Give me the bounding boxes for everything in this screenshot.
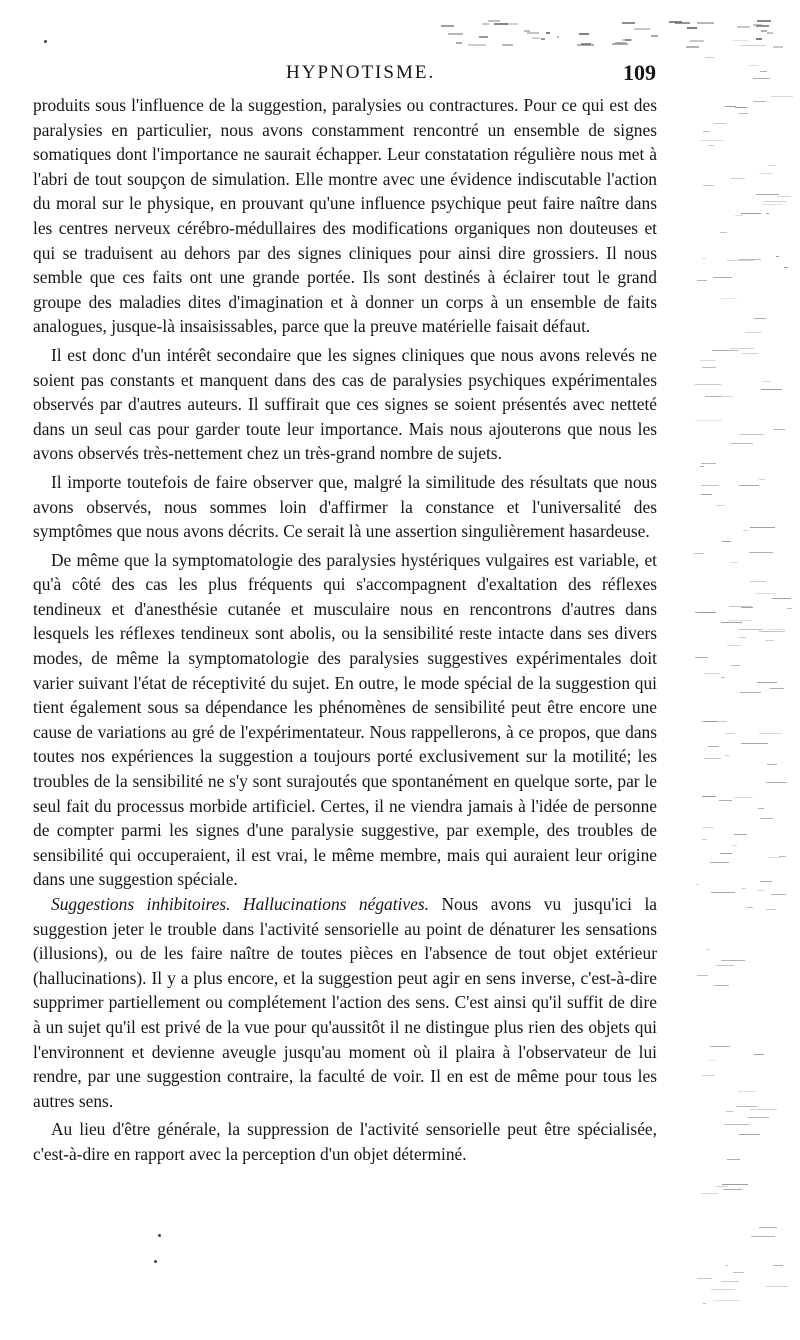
bleed-mark (721, 677, 725, 678)
noise-mark (541, 38, 545, 40)
bleed-mark (766, 909, 776, 910)
bleed-mark (749, 552, 773, 553)
bleed-mark (725, 1265, 728, 1266)
bleed-mark (704, 758, 721, 759)
bleed-mark (701, 721, 727, 722)
scan-speck (158, 1234, 161, 1237)
bleed-mark (700, 140, 724, 141)
bleed-mark (732, 845, 737, 846)
bleed-mark (727, 645, 741, 646)
bleed-mark (766, 213, 769, 214)
bleed-mark (720, 853, 732, 854)
bleed-mark (704, 673, 720, 674)
bleed-mark (773, 429, 785, 430)
bleed-mark (745, 332, 762, 333)
bleed-mark (697, 975, 708, 976)
bleed-mark (701, 463, 716, 464)
bleed-mark (726, 1111, 733, 1112)
noise-mark (479, 36, 488, 38)
noise-mark (577, 44, 594, 46)
bleed-mark (746, 907, 753, 908)
scan-speck (154, 1260, 157, 1263)
scan-bleed-through (690, 0, 800, 1340)
bleed-mark (700, 466, 704, 467)
bleed-mark (739, 113, 748, 114)
bleed-mark (738, 1091, 756, 1092)
bleed-mark (721, 960, 745, 961)
bleed-mark (734, 797, 753, 798)
bleed-mark (749, 65, 759, 66)
bleed-mark (739, 485, 759, 486)
bleed-mark (700, 360, 715, 361)
bleed-mark (766, 782, 787, 783)
bleed-mark (755, 593, 775, 594)
paragraph-text: Nous avons vu jusqu'ici la suggestion jeter le trouble dans l'activité sensorielle au point de dénaturer les sensations (illusions), ou de les faire naître de toutes pièces en l'absence de tout objet extérieur (hallucinations). Il y a plus encore, et la suggestion peut agir en sens inverse, c'est-à-dire supprimer partiellement ou complétement l'action des sens. C'est ainsi qu'il suffit de dire à un sujet qu'il est privé de la vue pour qu'aussitôt il ne distingue plus rien des objets qui l'environnent et devienne aveugle jusqu'au moment où il plaira à l'observateur de lui rendre, par une suggestion contraire, la faculté de voir. Il en est de même pour tous les autres sens. (33, 894, 657, 1111)
bleed-mark (760, 818, 773, 819)
bleed-mark (702, 827, 714, 828)
bleed-mark (766, 1286, 788, 1287)
body-text (33, 93, 657, 1167)
bleed-mark (760, 71, 767, 72)
bleed-mark (713, 277, 732, 278)
bleed-mark (754, 318, 766, 319)
bleed-mark (733, 1272, 744, 1273)
noise-mark (532, 37, 540, 39)
bleed-mark (741, 213, 761, 214)
bleed-mark (735, 215, 743, 216)
bleed-mark (722, 1184, 748, 1185)
bleed-mark (730, 562, 738, 563)
bleed-mark (702, 839, 707, 840)
noise-mark (488, 20, 500, 22)
bleed-mark (762, 204, 782, 205)
paragraph: Il est donc d'un intérêt secondaire que les signes cliniques que nous avons relevés ne soient pas constants et manquent dans des cas de paralysies psychiques expérimentales observés par d'autres auteurs. Il suffirait que ces signes se soient présentés avec netteté dans un seul cas pour garder toute leur importance. Mais nous ajouterons que nous les avons observés très-nettement chez un très-grand nombre de sujets. (33, 344, 657, 464)
bleed-mark (702, 1075, 715, 1076)
bleed-mark (731, 665, 740, 666)
bleed-mark (702, 796, 716, 797)
bleed-mark (708, 746, 719, 747)
bleed-mark (713, 1300, 740, 1301)
bleed-mark (777, 196, 791, 197)
bleed-mark (694, 553, 704, 554)
noise-mark (448, 33, 463, 35)
bleed-mark (695, 612, 711, 613)
bleed-mark (739, 434, 764, 435)
bleed-mark (711, 892, 735, 893)
paragraph: De même que la symptomatologie des paralysies hystériques vulgaires est variable, et qu'à côté des cas les plus fréquents qui s'accompagnent d'exaltation des réflexes tendineux et d'anesthésie cutanée et musculaire nous en rencontrons d'autres dans lesquels les réflexes tendineux sont abolis, ou la sensibilité reste intacte dans ses divers modes, de même la symptomatologie des paralysies suggestives expérimentales doit varier suivant l'état de réceptivité du sujet. En outre, le mode spécial de la suggestion qui tient également sous sa dépendance les phénomènes de sensibilité peut être encore une cause de variations au gré de l'expérimentateur. Nous rappellerons, à ce propos, que dans toutes nos expériences la suggestion a toujours porté exclusivement sur la motilité; les troubles de la sensibilité ne s'y sont surajoutés que spontanément en quelque sorte, par le seul fait du processus morbide artificiel. Certes, il ne viendra jamais à l'idée de personne de compter parmi les signes d'une paralysie suggestive, par exemple, des troubles de sensibilité qui occuperaient, il est vrai, le même membre, mais qui auraient leur origine dans une suggestion spéciale. (33, 549, 657, 890)
bleed-mark (757, 682, 777, 683)
bleed-mark (725, 755, 729, 756)
page-number: 109 (623, 60, 656, 85)
bleed-mark (750, 1109, 777, 1110)
bleed-mark (753, 78, 770, 79)
bleed-mark (697, 1278, 712, 1279)
noise-mark (625, 39, 631, 41)
bleed-mark (705, 396, 722, 397)
bleed-mark (741, 888, 746, 889)
bleed-mark (772, 598, 791, 599)
bleed-mark (703, 131, 710, 132)
bleed-mark (725, 106, 736, 107)
bleed-mark (756, 194, 779, 195)
bleed-mark (784, 267, 788, 268)
bleed-mark (727, 1159, 740, 1160)
bleed-mark (707, 949, 710, 950)
bleed-mark (716, 1186, 727, 1187)
noise-mark (622, 22, 635, 24)
bleed-mark (702, 258, 706, 259)
bleed-mark (725, 733, 735, 734)
bleed-mark (748, 1117, 769, 1118)
bleed-mark (759, 1227, 777, 1228)
bleed-mark (779, 856, 786, 857)
bleed-mark (757, 890, 764, 891)
paragraph: Il importe toutefois de faire observer que, malgré la similitude des résultats que nous avons observés, nous sommes loin d'affirmer la constance et l'universalité des symptômes que nous avons décrits. Ce serait là une assertion singulièrement hasardeuse. (33, 471, 657, 542)
bleed-mark (714, 985, 729, 986)
bleed-mark (724, 1124, 750, 1125)
noise-mark (669, 21, 682, 23)
bleed-mark (730, 348, 754, 349)
bleed-mark (762, 381, 771, 382)
running-title: HYPNOTISME. (286, 62, 436, 83)
bleed-mark (730, 178, 745, 179)
bleed-mark (770, 688, 784, 689)
bleed-mark (734, 834, 747, 835)
bleed-mark (730, 443, 753, 444)
noise-mark (579, 33, 589, 35)
bleed-mark (739, 259, 761, 260)
paragraph: Au lieu d'être générale, la suppression de l'activité sensorielle peut être spécialisée, c'est-à-dire en rapport avec la perception d'un objet déterminé. (33, 1119, 657, 1164)
bleed-mark (714, 123, 726, 124)
bleed-mark (723, 1189, 742, 1190)
bleed-mark (751, 1236, 775, 1237)
bleed-mark (759, 173, 773, 174)
bleed-mark (721, 622, 742, 623)
paragraph (33, 892, 657, 1113)
bleed-mark (711, 1289, 735, 1290)
bleed-mark (716, 965, 734, 966)
bleed-mark (712, 350, 738, 351)
bleed-mark (753, 101, 766, 102)
scan-speck (44, 40, 47, 43)
bleed-mark (773, 1265, 783, 1266)
noise-mark (612, 43, 628, 45)
bleed-mark (740, 45, 766, 46)
paragraph: produits sous l'influence de la suggestion, paralysies ou contractures. Pour ce qui est des paralysies en particulier, nous avons constamment rencontré un ensemble de signes somatiques dont l'importance ne saurait échapper. Leur constatation régulière nous met à l'abri de tout soupçon de simulation. Elle montre avec une évidence indiscutable l'action du moral sur le physique, en prouvant qu'une influence psychique peut faire naître dans les centres nerveux cérébro-médullaires des modifications organiques non douteuses et qui se traduisent au dehors par des signes cliniques pour ainsi dire grossiers. Il nous semble que ces faits ont une grande portée. Ils sont destinés à éclairer tout le grand groupe des maladies dites d'imagination et à donner un corps à un ensemble de faits analogues, jusque-là insaisissables, parce que la preuve matérielle faisait défaut. (33, 95, 657, 337)
bleed-mark (728, 620, 752, 621)
bleed-mark (697, 280, 707, 281)
noise-mark (524, 30, 530, 32)
bleed-mark (709, 1060, 715, 1061)
noise-mark (456, 42, 462, 44)
bleed-mark (764, 201, 786, 202)
page-header (32, 58, 660, 88)
bleed-mark (771, 894, 786, 895)
bleed-mark (733, 40, 748, 41)
noise-mark (482, 23, 489, 25)
noise-mark (527, 32, 539, 34)
noise-mark (651, 35, 658, 37)
bleed-mark (722, 541, 731, 542)
bleed-mark (759, 479, 765, 480)
bleed-mark (739, 629, 763, 630)
bleed-mark (703, 185, 714, 186)
bleed-mark (743, 530, 748, 531)
bleed-mark (735, 107, 747, 108)
noise-mark (546, 32, 550, 34)
bleed-mark (695, 384, 721, 385)
bleed-mark (741, 607, 753, 608)
bleed-mark (741, 743, 768, 744)
bleed-mark (727, 260, 754, 261)
bleed-mark (721, 1281, 739, 1282)
bleed-mark (695, 420, 722, 421)
bleed-mark (703, 1303, 706, 1304)
bleed-mark (761, 389, 782, 390)
bleed-mark (736, 1106, 757, 1107)
bleed-mark (771, 96, 793, 97)
bleed-mark (776, 256, 779, 257)
bleed-mark (765, 640, 774, 641)
bleed-mark (716, 505, 725, 506)
bleed-mark (768, 857, 781, 858)
bleed-mark (760, 881, 772, 882)
bleed-mark (721, 298, 737, 299)
bleed-mark (695, 657, 708, 658)
bleed-mark (742, 353, 758, 354)
bleed-mark (758, 808, 764, 809)
noise-mark (441, 25, 454, 27)
bleed-mark (750, 581, 766, 582)
noise-mark (500, 23, 518, 25)
bleed-mark (696, 884, 699, 885)
bleed-mark (710, 862, 729, 863)
noise-mark (502, 44, 513, 46)
bleed-mark (754, 1054, 764, 1055)
bleed-mark (722, 396, 733, 397)
noise-mark (468, 44, 486, 46)
bleed-mark (750, 527, 775, 528)
bleed-mark (702, 367, 716, 368)
bleed-mark (701, 1193, 718, 1194)
bleed-mark (769, 629, 785, 630)
bleed-mark (759, 631, 785, 632)
bleed-mark (701, 485, 719, 486)
bleed-mark (768, 165, 776, 166)
bleed-mark (720, 232, 727, 233)
section-heading: Suggestions inhibitoires. Hallucinations négatives. (51, 894, 429, 914)
bleed-mark (767, 764, 777, 765)
bleed-mark (787, 608, 792, 609)
bleed-mark (710, 1046, 730, 1047)
bleed-mark (739, 637, 746, 638)
noise-mark (634, 28, 650, 30)
bleed-mark (708, 145, 714, 146)
bleed-mark (701, 494, 712, 495)
bleed-mark (705, 57, 714, 58)
bleed-mark (739, 1134, 760, 1135)
bleed-mark (759, 733, 782, 734)
bleed-mark (740, 692, 761, 693)
noise-mark (557, 36, 559, 38)
bleed-mark (719, 800, 732, 801)
